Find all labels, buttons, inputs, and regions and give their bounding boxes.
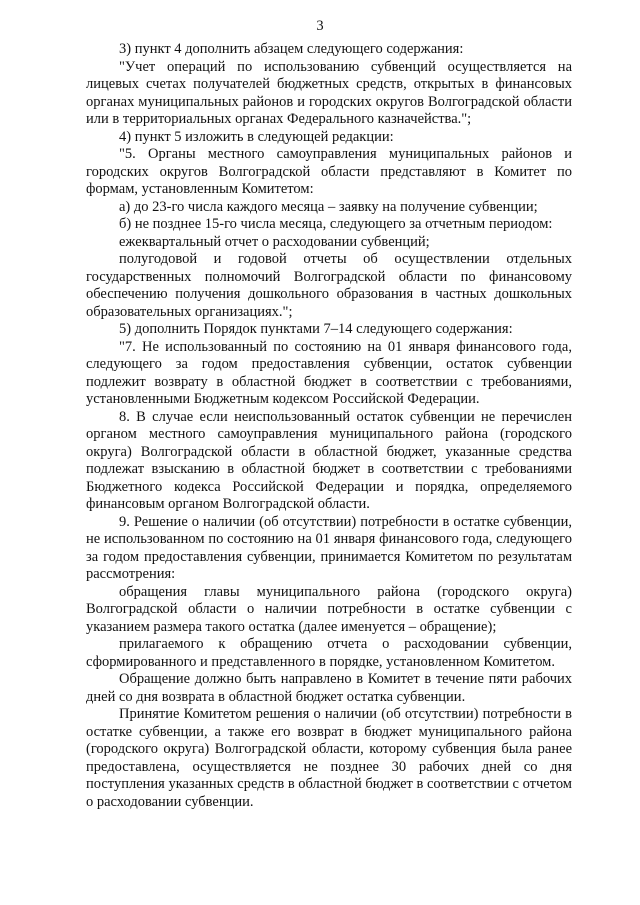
paragraph: ежеквартальный отчет о расходовании субвенций; xyxy=(119,233,430,250)
paragraph: а) до 23-го числа каждого месяца – заявку на получение субвенции; xyxy=(119,198,538,215)
paragraph: полугодовой и годовой отчеты об осуществлении отдельных государственных полномочий Волгоградской области по финансовому обеспечению получения дошкольного образования в частных дошкольных образовательных организациях."; xyxy=(86,251,572,320)
paragraph: "7. Не использованный по состоянию на 01 января финансового года, следующего за годом предоставления субвенции, остаток субвенции подлежит возврату в областной бюджет в соответствии с требованиями, установленными Бюджетным кодексом Российской Федерации. xyxy=(86,338,572,407)
paragraph: б) не позднее 15-го числа месяца, следующего за отчетным периодом: xyxy=(119,216,553,232)
paragraph: Обращение должно быть направлено в Комитет в течение пяти рабочих дней со дня возврата в областной бюджет остатка субвенции. xyxy=(86,671,572,705)
paragraph: 9. Решение о наличии (об отсутствии) потребности в остатке субвенции, не использованном по состоянию на 01 января финансового года, следующего за годом предоставления субвенции, принимается Комитетом по результатам рассмотрения: xyxy=(86,513,572,582)
paragraph: обращения главы муниципального района (городского округа) Волгоградской области о наличии потребности в остатке субвенции с указанием размера такого остатка (далее именуется – обращение); xyxy=(86,583,572,635)
paragraph: Принятие Комитетом решения о наличии (об отсутствии) потребности в остатке субвенции, а также его возврат в бюджет муниципального района (городского округа) Волгоградской области, которому субвенция была ранее предоставлена, осуществляется не позднее 30 рабочих дней со дня поступления указанных средств в областной бюджет в соответствии с отчетом о расходовании субвенции. xyxy=(86,706,572,810)
paragraph: 5) дополнить Порядок пунктами 7–14 следующего содержания: xyxy=(119,321,513,337)
paragraph: "Учет операций по использованию субвенций осуществляется на лицевых счетах получателей бюджетных средств, открытых в финансовых органах муниципальных районов и городских округов Волгоградской области или в территориальных органах Федерального казначейства."; xyxy=(86,58,572,127)
paragraph: "5. Органы местного самоуправления муниципальных районов и городских округов Волгоградской области представляют в Комитет по формам, установленным Комитетом: xyxy=(86,146,572,197)
page-number: 3 xyxy=(316,18,324,34)
paragraph: прилагаемого к обращению отчета о расходовании субвенции, сформированного и представленного в порядке, установленном Комитетом. xyxy=(86,636,572,670)
paragraph: 4) пункт 5 изложить в следующей редакции: xyxy=(119,128,394,145)
document-body xyxy=(86,41,572,811)
paragraph: 3) пункт 4 дополнить абзацем следующего содержания: xyxy=(119,41,464,57)
paragraph: 8. В случае если неиспользованный остаток субвенции не перечислен органом местного самоуправления муниципального района (городского округа) Волгоградской области в областной бюджет, указанные средства подлежат взысканию в областной бюджет в соответствии с требованиями Бюджетного кодекса Российской Федерации и порядка, определяемого финансовым органом Волгоградской области. xyxy=(86,408,572,512)
